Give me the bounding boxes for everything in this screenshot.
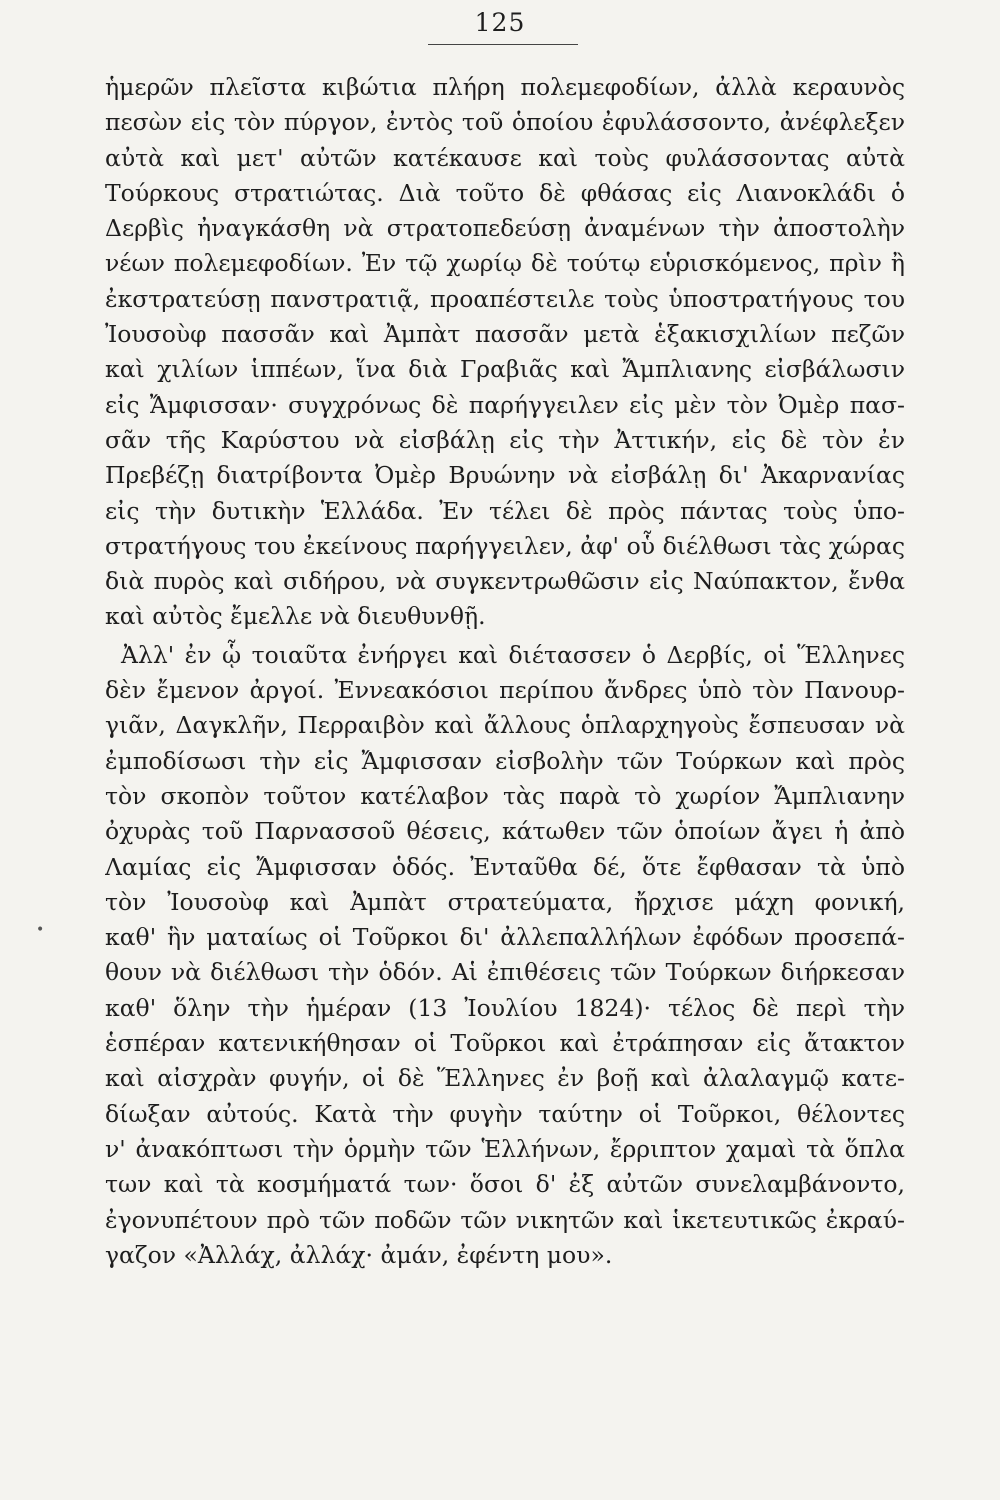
- text-line: ν' ἀνακόπτωσι τὴν ὁρμὴν τῶν Ἑλλήνων, ἔρριπτον χαμαὶ τὰ ὅπλα: [105, 1134, 905, 1163]
- text-line: εἰς Ἄμφισσαν· συγχρόνως δὲ παρήγγειλεν εἰς μὲν τὸν Ὀμὲρ πασ-: [105, 390, 905, 419]
- text-line: ἡμερῶν πλεῖστα κιβώτια πλήρη πολεμεφοδίων, ἀλλὰ κεραυνὸς: [105, 73, 905, 101]
- text-line: καὶ αὐτὸς ἔμελλε νὰ διευθυνθῇ.: [105, 602, 486, 631]
- text-line: εἰς τὴν δυτικὴν Ἑλλάδα. Ἐν τέλει δὲ πρὸς πάντας τοὺς ὑπο-: [105, 496, 905, 525]
- text-line: διὰ πυρὸς καὶ σιδήρου, νὰ συγκεντρωθῶσιν εἰς Ναύπακτον, ἔνθα: [105, 567, 905, 596]
- text-line: καθ' ἣν ματαίως οἱ Τοῦρκοι δι' ἀλλεπαλλήλων ἐφόδων προσεπά-: [105, 923, 905, 952]
- text-line: νέων πολεμεφοδίων. Ἐν τῷ χωρίῳ δὲ τούτῳ εὑρισκόμενος, πρὶν ἢ: [105, 249, 905, 278]
- body-text: [105, 70, 905, 1273]
- text-line: ἐμποδίσωσι τὴν εἰς Ἄμφισσαν εἰσβολὴν τῶν Τούρκων καὶ πρὸς: [105, 746, 905, 775]
- text-line: πεσὼν εἰς τὸν πύργον, ἐντὸς τοῦ ὁποίου ἐφυλάσσοντο, ἀνέφλεξεν: [105, 108, 905, 137]
- text-line: αὐτὰ καὶ μετ' αὐτῶν κατέκαυσε καὶ τοὺς φυλάσσοντας αὐτὰ: [105, 143, 905, 172]
- text-line: Τούρκους στρατιώτας. Διὰ τοῦτο δὲ φθάσας εἰς Λιανοκλάδι ὁ: [105, 178, 905, 207]
- text-line: καθ' ὅλην τὴν ἡμέραν (13 Ἰουλίου 1824)· τέλος δὲ περὶ τὴν: [105, 993, 905, 1022]
- text-line: τὸν Ἰουσοὺφ καὶ Ἀμπὰτ στρατεύματα, ἤρχισε μάχη φονική,: [105, 887, 905, 916]
- text-line: ἑσπέραν κατενικήθησαν οἱ Τοῦρκοι καὶ ἐτράπησαν εἰς ἄτακτον: [105, 1029, 905, 1058]
- text-line: καὶ αἰσχρὰν φυγήν, οἱ δὲ Ἕλληνες ἐν βοῇ καὶ ἀλαλαγμῷ κατε-: [105, 1064, 905, 1093]
- text-line: των καὶ τὰ κοσμήματά των· ὅσοι δ' ἐξ αὐτῶν συνελαμβάνοντο,: [105, 1170, 905, 1199]
- text-line: Δερβὶς ἠναγκάσθη νὰ στρατοπεδεύσῃ ἀναμένων τὴν ἀποστολὴν: [105, 214, 905, 243]
- margin-dot-mark: •: [36, 922, 45, 938]
- text-line: θουν νὰ διέλθωσι τὴν ὁδόν. Αἱ ἐπιθέσεις τῶν Τούρκων διήρκεσαν: [105, 958, 905, 987]
- paragraph-1: [105, 70, 905, 635]
- text-line: καὶ χιλίων ἱππέων, ἵνα διὰ Γραβιᾶς καὶ Ἄμπλιανης εἰσβάλωσιν: [105, 355, 905, 384]
- text-line: στρατήγους του ἐκείνους παρήγγειλεν, ἀφ' οὗ διέλθωσι τὰς χώρας: [105, 531, 905, 560]
- text-line: δίωξαν αὐτούς. Κατὰ τὴν φυγὴν ταύτην οἱ Τοῦρκοι, θέλοντες: [105, 1099, 905, 1128]
- text-line: τὸν σκοπὸν τοῦτον κατέλαβον τὰς παρὰ τὸ χωρίον Ἄμπλιανην: [105, 781, 905, 810]
- text-line: γαζον «Ἀλλάχ, ἀλλάχ· ἀμάν, ἐφέντη μου».: [105, 1240, 613, 1269]
- text-line: Πρεβέζῃ διατρίβοντα Ὀμὲρ Βρυώνην νὰ εἰσβάλῃ δι' Ἀκαρνανίας: [105, 461, 905, 490]
- page-number: 125: [474, 8, 526, 37]
- text-line: ἐκστρατεύσῃ πανστρατιᾷ, προαπέστειλε τοὺς ὑποστρατήγους του: [105, 284, 905, 313]
- text-line: Λαμίας εἰς Ἄμφισσαν ὁδός. Ἐνταῦθα δέ, ὅτε ἔφθασαν τὰ ὑπὸ: [105, 852, 905, 881]
- text-line: δὲν ἔμενον ἀργοί. Ἐννεακόσιοι περίπου ἄνδρες ὑπὸ τὸν Πανουρ-: [105, 676, 905, 705]
- header-rule: [428, 44, 578, 45]
- text-line: ὀχυρὰς τοῦ Παρνασσοῦ θέσεις, κάτωθεν τῶν ὁποίων ἄγει ἡ ἀπὸ: [105, 817, 905, 846]
- text-line: γιᾶν, Δαγκλῆν, Περραιβὸν καὶ ἄλλους ὁπλαρχηγοὺς ἔσπευσαν νὰ: [105, 711, 905, 740]
- paragraph-2: [105, 638, 905, 1273]
- text-line: σᾶν τῆς Καρύστου νὰ εἰσβάλῃ εἰς τὴν Ἀττικήν, εἰς δὲ τὸν ἐν: [105, 425, 905, 454]
- text-line: Ἀλλ' ἐν ᾧ τοιαῦτα ἐνήργει καὶ διέτασσεν ὁ Δερβίς, οἱ Ἕλληνες: [121, 640, 905, 669]
- text-line: ἐγονυπέτουν πρὸ τῶν ποδῶν τῶν νικητῶν καὶ ἱκετευτικῶς ἐκραύ-: [105, 1205, 905, 1234]
- text-line: Ἰουσοὺφ πασσᾶν καὶ Ἀμπὰτ πασσᾶν μετὰ ἑξακισχιλίων πεζῶν: [105, 320, 905, 349]
